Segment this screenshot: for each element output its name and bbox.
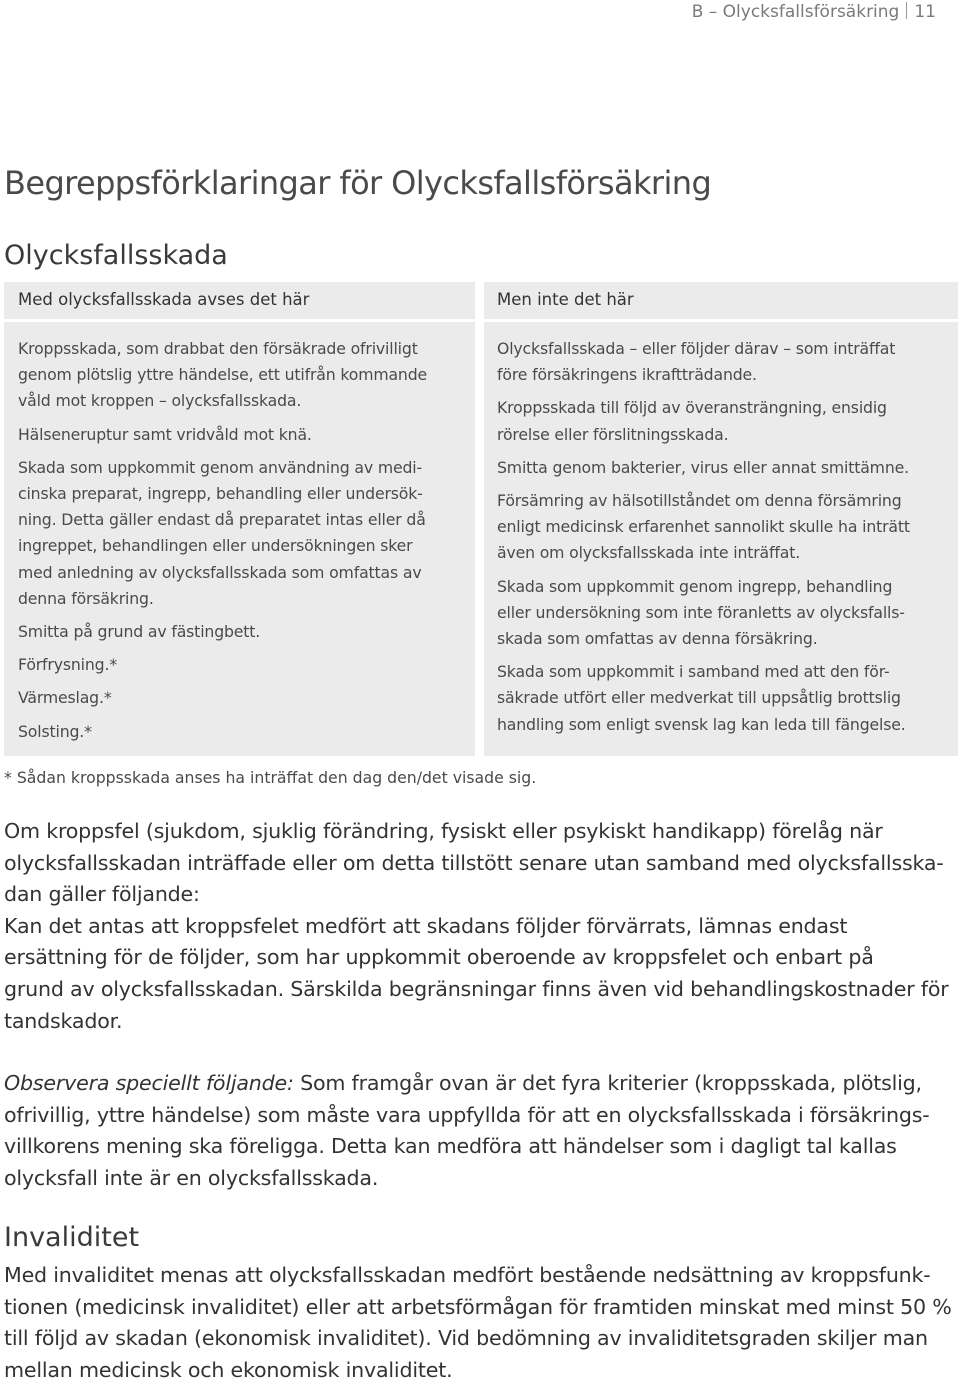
list-item: Smitta på grund av fästingbett. bbox=[18, 622, 261, 642]
included-panel bbox=[4, 282, 475, 756]
included-list bbox=[18, 336, 471, 752]
excluded-list bbox=[497, 336, 954, 745]
list-item: Försämring av hälsotillståndet om denna försämring enligt medicinsk erfarenhet sannolikt skulle ha inträtt även om olycksfallsskada inte inträffat. bbox=[497, 491, 910, 563]
page-number: 11 bbox=[914, 2, 936, 22]
list-item: Skada som uppkommit i samband med att den för- säkrade utfört eller medverkat till uppsåtlig brottslig handling som enligt svensk lag kan leda till fängelse. bbox=[497, 662, 906, 734]
paragraph-invaliditet: Med invaliditet menas att olycksfallsskadan medfört bestående nedsättning av kroppsfunk- tionen (medicinsk invaliditet) eller att arbetsförmågan för framtiden minskat med minst 50 % till följd av skadan (ekonomisk invaliditet). Vid bedömning av invaliditetsgraden skiljer man mellan medicinsk och ekonomisk invaliditet. bbox=[4, 1263, 952, 1382]
section-title-invaliditet: Invaliditet bbox=[4, 1222, 140, 1253]
included-panel-heading: Med olycksfallsskada avses det här bbox=[4, 282, 475, 322]
paragraph-observera-text: Som framgår ovan är det fyra kriterier (kroppsskada, plötslig, ofrivillig, yttre händelse) som måste vara uppfyllda för att en olycksfallsskada i försäkrings- villkorens mening ska föreligga. Detta kan medföra att händelser som i dagligt tal kallas olycksfall inte är en olycksfallsskada. bbox=[4, 1071, 930, 1190]
list-item: Skada som uppkommit genom ingrepp, behandling eller undersökning som inte föranletts av olycksfalls- skada som omfattas av denna försäkring. bbox=[497, 576, 905, 649]
list-item: Värmeslag.* bbox=[18, 688, 112, 708]
list-item: Kroppsskada, som drabbat den försäkrade ofrivilligt genom plötslig yttre händelse, ett utifrån kommande våld mot kroppen – olycksfallsskada. bbox=[18, 339, 428, 411]
section-title-olycksfallsskada: Olycksfallsskada bbox=[4, 240, 228, 271]
paragraph-observera-lead: Observera speciellt följande: bbox=[4, 1071, 294, 1095]
running-header bbox=[692, 0, 936, 24]
running-header-section: B – Olycksfallsförsäkring bbox=[691, 2, 900, 22]
excluded-panel-heading: Men inte det här bbox=[484, 282, 958, 322]
paragraph-observera bbox=[4, 1068, 956, 1194]
list-item: Hälseneruptur samt vridvåld mot knä. bbox=[18, 424, 312, 444]
list-item: Solsting.* bbox=[18, 721, 92, 741]
page-title: Begreppsförklaringar för Olycksfallsförsäkring bbox=[4, 164, 712, 202]
footnote: * Sådan kroppsskada anses ha inträffat den dag den/det visade sig. bbox=[4, 768, 537, 787]
list-item: Förfrysning.* bbox=[18, 655, 118, 675]
list-item: Smitta genom bakterier, virus eller annat smittämne. bbox=[497, 457, 909, 477]
list-item: Kroppsskada till följd av överansträngning, ensidig rörelse eller förslitningsskada. bbox=[497, 398, 887, 444]
excluded-panel bbox=[484, 282, 958, 756]
list-item: Skada som uppkommit genom användning av medi- cinska preparat, ingrepp, behandling eller undersök- ning. Detta gäller endast då preparatet intas eller då ingreppet, behandlingen eller undersökningen sker med anledning av olycksfallsskada som omfattas av denna försäkring. bbox=[18, 457, 426, 608]
paragraph-kroppsfel: Om kroppsfel (sjukdom, sjuklig förändring, fysiskt eller psykiskt handikapp) förelåg när olycksfallsskadan inträffade eller om detta tillstött senare utan samband med olycksfallsska- dan gäller följande: Kan det antas att kroppsfelet medfört att skadans följder förvärrats, lämnas endast ersättning för de följder, som har uppkommit oberoende av kroppsfelet och enbart på grund av olycksfallsskadan. Särskilda begränsningar finns även vid behandlingskostnader för tandskador. bbox=[4, 819, 949, 1033]
header-divider bbox=[906, 2, 907, 19]
list-item: Olycksfallsskada – eller följder därav – som inträffat före försäkringens ikraftträdande. bbox=[497, 339, 896, 385]
